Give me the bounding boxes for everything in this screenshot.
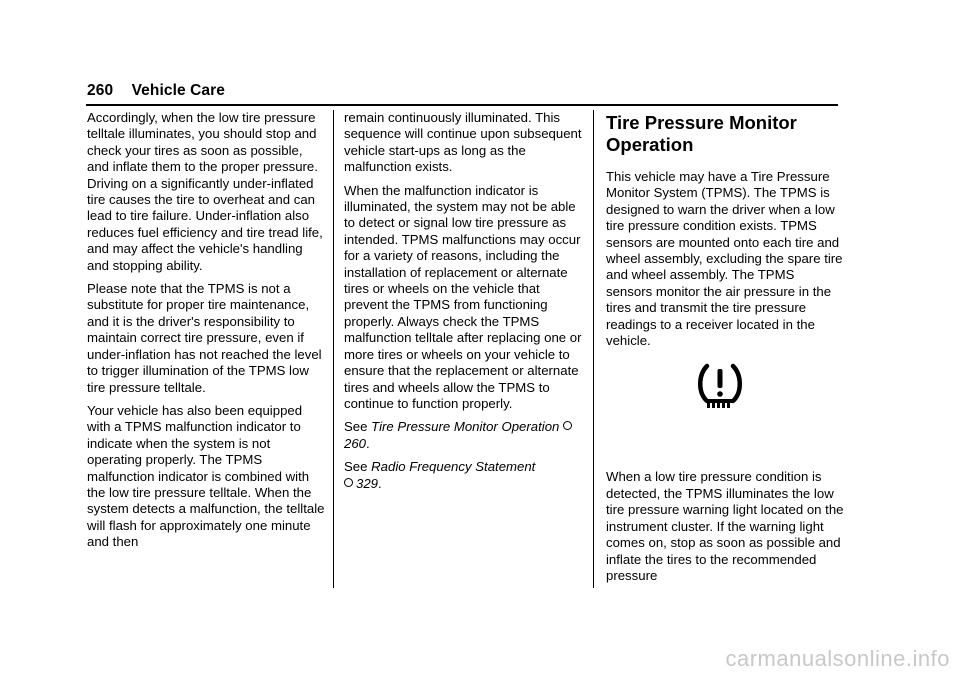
watermark: carmanualsonline.info — [725, 646, 950, 671]
column-divider-1 — [333, 110, 334, 588]
col1-paragraph-2: Please note that the TPMS is not a substitute for proper tire maintenance, and it is the driver's responsibility to maintain correct tire pressure, even if under-inflation has not reached the level to trigger illumination of the TPMS low tire pressure telltale. — [87, 281, 322, 395]
xref-page[interactable]: 260 — [344, 435, 367, 451]
column-2 — [344, 110, 584, 499]
page-ref-arrow-icon — [344, 478, 353, 487]
see-reference-1: See Tire Pressure Monitor Operation 260. — [344, 419, 584, 452]
see-reference-2: See Radio Frequency Statement 329. — [344, 459, 536, 491]
column-3 — [606, 112, 844, 591]
xref-link-radio-frequency-statement[interactable]: Radio Frequency Statement — [371, 459, 536, 475]
tpms-icon-container — [606, 363, 844, 459]
header-rule — [86, 104, 838, 106]
column-1 — [87, 110, 325, 558]
see-prefix: See — [344, 419, 368, 435]
col2-paragraph-1: remain continuously illuminated. This sequence will continue upon subsequent vehicle start-ups as long as the malfunction exists. — [344, 110, 582, 175]
xref-link-tire-pressure-monitor-operation[interactable]: Tire Pressure Monitor Operation — [371, 419, 560, 435]
section-heading: Tire Pressure Monitor Operation — [606, 112, 797, 155]
page-number: 260 — [87, 82, 114, 99]
page-ref-arrow-icon — [563, 421, 572, 430]
column-divider-2 — [593, 110, 594, 588]
col3-paragraph-2: When a low tire pressure condition is detected, the TPMS illuminates the low tire pressure warning light located on the instrument cluster. If the warning light comes on, stop as soon as possible and inflate the tires to the recommended pressure — [606, 469, 844, 583]
xref-page[interactable]: 329 — [356, 475, 379, 491]
col1-paragraph-1: Accordingly, when the low tire pressure telltale illuminates, you should stop and check your tires as soon as possible, and inflate them to the proper pressure. Driving on a significantly under-inflated tire causes the tire to overheat and can lead to tire failure. Under-inflation also reduces fuel efficiency and tire tread life, and may affect the vehicle's handling and stopping ability. — [87, 110, 323, 273]
page-header — [87, 82, 225, 100]
see-prefix: See — [344, 459, 368, 475]
col3-paragraph-1: This vehicle may have a Tire Pressure Monitor System (TPMS). The TPMS is designed to warn the driver when a low tire pressure condition exists. TPMS sensors are mounted onto each tire and wheel assembly, excluding the spare tire and wheel assembly. The TPMS sensors monitor the air pressure in the tires and transmit the tire pressure readings to a receiver located in the vehicle. — [606, 169, 843, 349]
col2-paragraph-2: When the malfunction indicator is illuminated, the system may not be able to detect or signal low tire pressure as intended. TPMS malfunctions may occur for a variety of reasons, including the installation of replacement or alternate tires or wheels on the vehicle that prevent the TPMS from functioning properly. Always check the TPMS malfunction telltale after replacing one or more tires or wheels on your vehicle to ensure that the replacement or alternate tires and wheels allow the TPMS to continue to function properly. — [344, 182, 582, 411]
col1-paragraph-3: Your vehicle has also been equipped with a TPMS malfunction indicator to indicate when the system is not operating properly. The TPMS malfunction indicator is combined with the low tire pressure telltale. When the system detects a malfunction, the telltale will flash for approximately one minute and then — [87, 402, 325, 550]
tpms-warning-icon — [695, 363, 745, 409]
section-title-header: Vehicle Care — [131, 82, 225, 99]
